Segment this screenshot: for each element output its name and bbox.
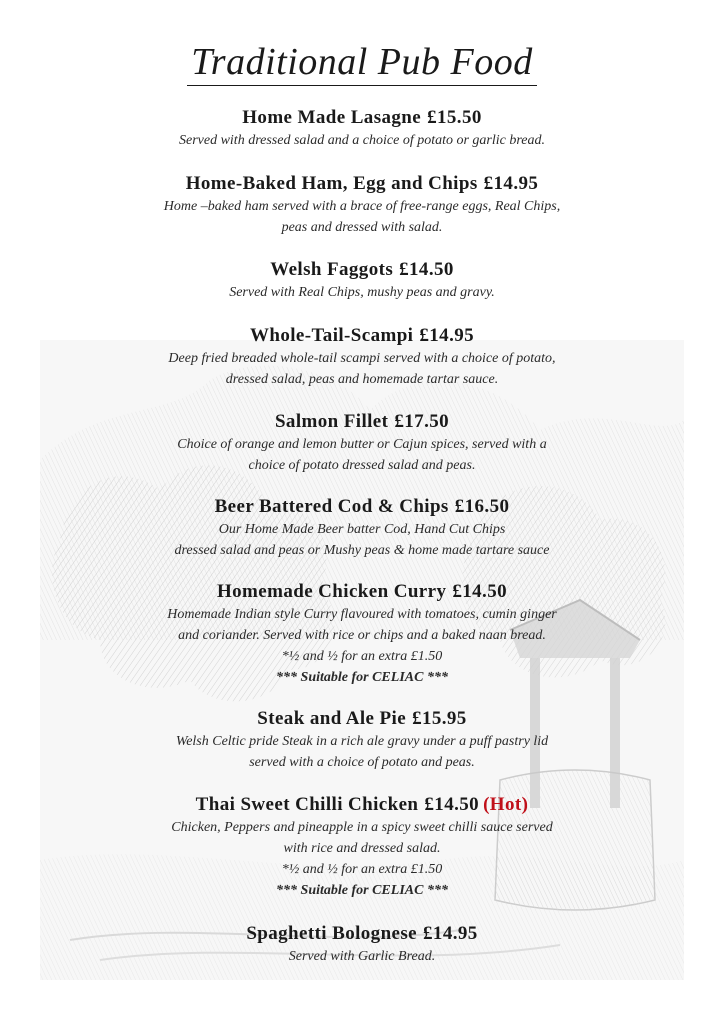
dish-description-line: Choice of orange and lemon butter or Cajun spices, served with a xyxy=(177,437,547,452)
dish-price: £14.95 xyxy=(423,923,478,944)
menu-item-salmon-fillet xyxy=(0,410,724,476)
dish-title: Homemade Chicken Curry xyxy=(216,581,447,602)
dish-description-line: Welsh Celtic pride Steak in a rich ale gravy under a puff pastry lid xyxy=(175,734,549,749)
dish-name xyxy=(0,258,724,282)
dish-name xyxy=(0,580,724,604)
dish-title: Salmon Fillet xyxy=(274,411,389,432)
menu-item-chicken-curry xyxy=(0,580,724,688)
dish-name xyxy=(0,106,724,130)
dish-description-line: served with a choice of potato and peas. xyxy=(249,755,475,770)
dish-description-line: Chicken, Peppers and pineapple in a spicy sweet chilli sauce served xyxy=(171,820,553,835)
dish-title: Steak and Ale Pie xyxy=(257,708,407,729)
dish-name xyxy=(0,410,724,434)
celiac-note: *** Suitable for CELIAC *** xyxy=(276,883,448,898)
celiac-note: *** Suitable for CELIAC *** xyxy=(276,670,448,685)
half-and-half-note: *½ and ½ for an extra £1.50 xyxy=(281,862,443,877)
dish-price: £14.95 xyxy=(419,325,475,346)
dish-description-line: Served with Garlic Bread. xyxy=(288,949,436,964)
menu-item-spaghetti-bolognese xyxy=(0,922,724,967)
dish-description-line: and coriander. Served with rice or chips and a baked naan bread. xyxy=(178,628,546,643)
dish-description-line: Homemade Indian style Curry flavoured with tomatoes, cumin ginger xyxy=(167,607,557,622)
dish-description-line: Our Home Made Beer batter Cod, Hand Cut Chips xyxy=(218,522,506,537)
dish-description-line: Served with Real Chips, mushy peas and gravy. xyxy=(229,285,495,300)
dish-price: £17.50 xyxy=(394,411,450,432)
dish-title: Home-Baked Ham, Egg and Chips xyxy=(185,173,478,194)
dish-description-line: dressed salad and peas or Mushy peas & home made tartare sauce xyxy=(174,543,550,558)
menu-title xyxy=(0,40,724,84)
dish-name xyxy=(0,324,724,348)
dish-description-line: with rice and dressed salad. xyxy=(283,841,441,856)
dish-name xyxy=(0,172,724,196)
dish-title: Home Made Lasagne xyxy=(242,107,422,128)
dish-title: Thai Sweet Chilli Chicken xyxy=(195,794,419,815)
dish-title: Beer Battered Cod & Chips xyxy=(214,496,449,517)
dish-name xyxy=(0,793,724,817)
dish-price: £14.95 xyxy=(483,173,539,194)
dish-description-line: Served with dressed salad and a choice of potato or garlic bread. xyxy=(178,133,546,148)
dish-price: £14.50 xyxy=(424,794,480,815)
menu-item-thai-chilli-chicken xyxy=(0,793,724,901)
dish-price: £15.95 xyxy=(412,708,467,729)
menu-item-scampi xyxy=(0,324,724,390)
menu-item-lasagne xyxy=(0,106,724,151)
dish-price: £16.50 xyxy=(454,496,510,517)
dish-price: £14.50 xyxy=(452,581,508,602)
dish-title: Welsh Faggots xyxy=(270,259,394,280)
dish-description-line: dressed salad, peas and homemade tartar sauce. xyxy=(225,372,499,387)
dish-description-line: Home –baked ham served with a brace of free-range eggs, Real Chips, xyxy=(163,199,561,214)
menu-item-cod-chips xyxy=(0,495,724,561)
menu-item-welsh-faggots xyxy=(0,258,724,303)
hot-badge: (Hot) xyxy=(483,794,529,815)
dish-title: Spaghetti Bolognese xyxy=(246,923,418,944)
menu-item-steak-ale-pie xyxy=(0,707,724,773)
dish-description-line: Deep fried breaded whole-tail scampi served with a choice of potato, xyxy=(168,351,556,366)
dish-name xyxy=(0,922,724,946)
dish-name xyxy=(0,707,724,731)
menu-title-text: Traditional Pub Food xyxy=(187,41,536,86)
dish-price: £14.50 xyxy=(399,259,454,280)
dish-name xyxy=(0,495,724,519)
dish-title: Whole-Tail-Scampi xyxy=(249,325,414,346)
dish-description-line: choice of potato dressed salad and peas. xyxy=(248,458,476,473)
half-and-half-note: *½ and ½ for an extra £1.50 xyxy=(281,649,443,664)
dish-description-line: peas and dressed with salad. xyxy=(281,220,443,235)
dish-price: £15.50 xyxy=(427,107,482,128)
menu-item-ham-egg-chips xyxy=(0,172,724,238)
